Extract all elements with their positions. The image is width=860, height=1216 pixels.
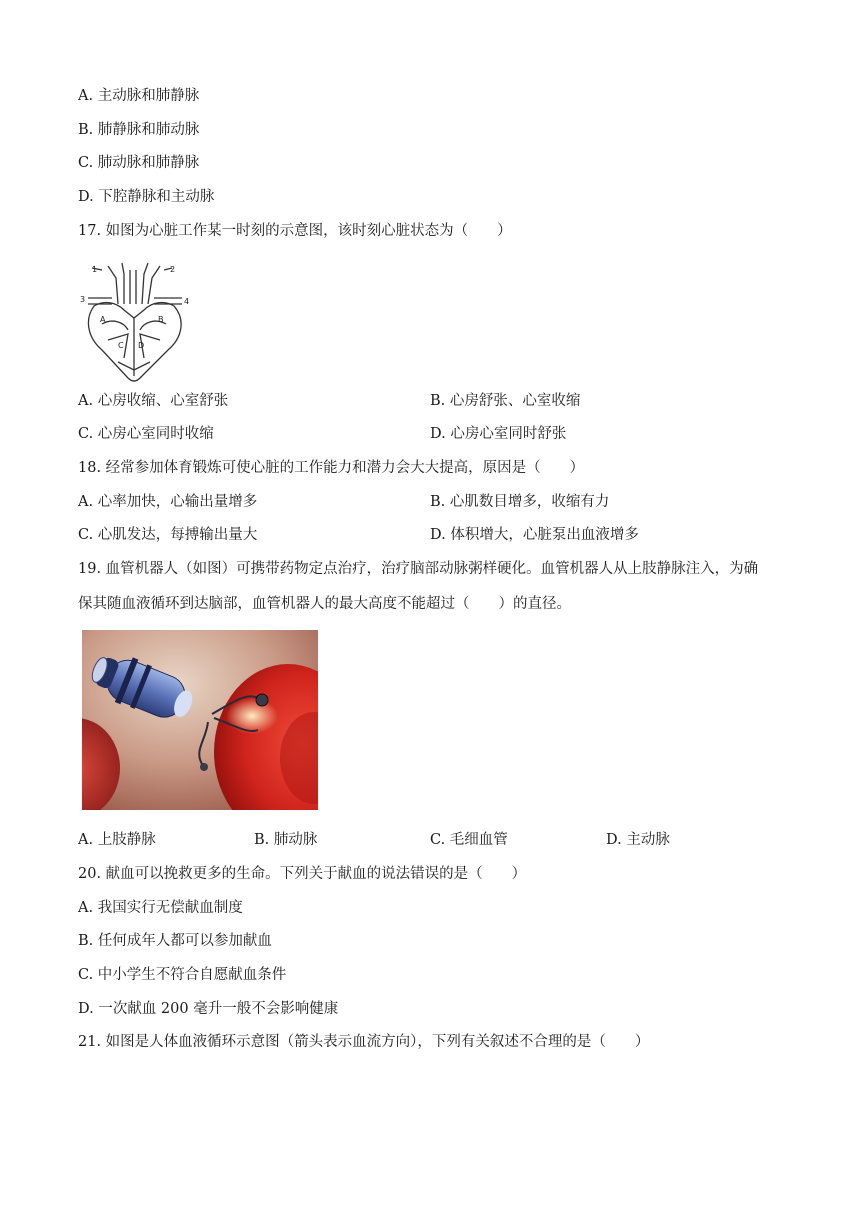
q16-option-c: C. 肺动脉和肺静脉 [78,155,200,171]
q18-option-c: C. 心肌发达，每搏输出量大 [78,527,258,543]
q20-option-a: A. 我国实行无偿献血制度 [78,900,243,916]
q18-option-d: D. 体积增大，心脏泵出血液增多 [430,527,639,543]
q19-option-d: D. 主动脉 [606,832,670,848]
q17-stem: 17. 如图为心脏工作某一时刻的示意图，该时刻心脏状态为（ ） [78,223,512,239]
heart-label-3: 3 [80,295,86,304]
vascular-robot-image [82,630,318,810]
q19-option-a: A. 上肢静脉 [78,832,156,848]
q19-stem-line2: 保其随血液循环到达脑部，血管机器人的最大高度不能超过（ ）的直径。 [78,596,571,612]
q19-option-b: B. 肺动脉 [254,832,318,848]
heart-label-d: D [138,341,145,350]
heart-label-a: A [100,315,106,324]
q20-option-d: D. 一次献血 200 毫升一般不会影响健康 [78,1001,339,1017]
heart-label-1: 1 [92,265,98,274]
q18-option-a: A. 心率加快，心输出量增多 [78,494,258,510]
q20-option-c: C. 中小学生不符合自愿献血条件 [78,967,287,983]
q19-stem-line1: 19. 血管机器人（如图）可携带药物定点治疗，治疗脑部动脉粥样硬化。血管机器人从上肢静脉注入，为确 [78,561,759,577]
q20-option-b: B. 任何成年人都可以参加献血 [78,933,272,949]
q19-option-c: C. 毛细血管 [430,832,508,848]
q20-stem: 20. 献血可以挽救更多的生命。下列关于献血的说法错误的是（ ） [78,866,527,882]
heart-label-4: 4 [184,297,190,306]
heart-label-c: C [118,341,124,350]
q18-stem: 18. 经常参加体育锻炼可使心脏的工作能力和潜力会大大提高，原因是（ ） [78,460,585,476]
heart-diagram [78,258,193,383]
q17-option-d: D. 心房心室同时舒张 [430,426,567,442]
q17-option-c: C. 心房心室同时收缩 [78,426,214,442]
q21-stem: 21. 如图是人体血液循环示意图（箭头表示血流方向），下列有关叙述不合理的是（ ） [78,1034,650,1050]
heart-label-b: B [158,315,164,324]
q16-option-b: B. 肺静脉和肺动脉 [78,122,200,138]
q17-option-a: A. 心房收缩、心室舒张 [78,393,229,409]
q16-option-d: D. 下腔静脉和主动脉 [78,189,215,205]
q16-option-a: A. 主动脉和肺静脉 [78,88,200,104]
q18-option-b: B. 心肌数目增多，收缩有力 [430,494,610,510]
heart-label-2: 2 [170,265,176,274]
q17-option-b: B. 心房舒张、心室收缩 [430,393,581,409]
